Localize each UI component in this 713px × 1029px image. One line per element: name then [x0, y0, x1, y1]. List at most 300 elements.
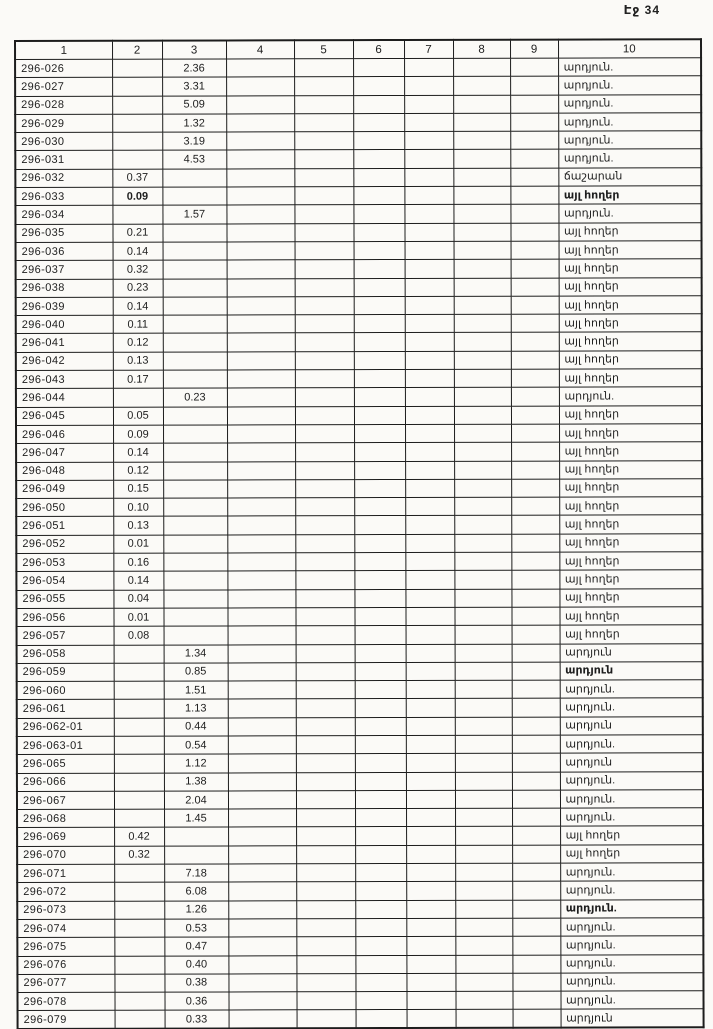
empty-cell [405, 241, 454, 259]
empty-cell [355, 626, 406, 644]
empty-cell [405, 534, 454, 552]
area-col2-cell [114, 681, 164, 699]
land-use-cell: արդյուն. [560, 735, 703, 754]
empty-cell [455, 699, 512, 717]
empty-cell [406, 809, 455, 827]
area-col3-cell: 1.26 [164, 901, 228, 919]
parcel-code-cell: 296-069 [17, 828, 114, 847]
empty-cell [404, 223, 453, 241]
parcel-code-cell: 296-068 [17, 809, 114, 828]
empty-cell [453, 205, 510, 223]
empty-cell [296, 626, 355, 644]
land-use-cell: այլ հողեր [559, 350, 702, 369]
empty-cell [355, 918, 406, 936]
empty-cell [296, 772, 355, 790]
empty-cell [406, 863, 455, 881]
empty-cell [226, 223, 294, 241]
land-use-cell: արդյուն. [560, 991, 703, 1010]
empty-cell [227, 297, 295, 315]
empty-cell [354, 296, 405, 314]
empty-cell [454, 571, 511, 589]
table-row [17, 808, 703, 828]
empty-cell [353, 132, 404, 150]
parcel-code-cell: 296-037 [16, 261, 113, 280]
table-row [16, 588, 702, 608]
empty-cell [406, 882, 455, 900]
empty-cell [512, 808, 560, 826]
empty-cell [228, 882, 296, 900]
area-col2-cell [112, 77, 162, 95]
empty-cell [405, 406, 454, 424]
empty-cell [511, 259, 559, 277]
empty-cell [228, 791, 296, 809]
empty-cell [455, 900, 512, 918]
empty-cell [227, 589, 295, 607]
empty-cell [406, 717, 455, 735]
empty-cell [510, 113, 558, 131]
empty-cell [354, 552, 405, 570]
empty-cell [404, 168, 453, 186]
empty-cell [510, 204, 558, 222]
empty-cell [354, 461, 405, 479]
empty-cell [453, 131, 510, 149]
empty-cell [512, 991, 560, 1009]
empty-cell [228, 919, 296, 937]
table-row [16, 241, 702, 261]
land-use-cell: այլ հողեր [559, 570, 702, 589]
table-row [15, 94, 701, 114]
land-use-cell: արդյուն [560, 661, 703, 680]
empty-cell [294, 114, 353, 132]
empty-cell [228, 699, 296, 717]
land-use-cell: արդյուն. [558, 113, 701, 132]
empty-cell [454, 406, 511, 424]
empty-cell [454, 461, 511, 479]
area-col3-cell [162, 187, 226, 205]
empty-cell [294, 150, 353, 168]
parcel-code-cell: 296-040 [16, 315, 113, 334]
area-col3-cell [163, 242, 227, 260]
empty-cell [296, 882, 355, 900]
empty-cell [405, 278, 454, 296]
area-col3-cell: 0.44 [164, 718, 228, 736]
empty-cell [296, 845, 355, 863]
empty-cell [405, 424, 454, 442]
empty-cell [511, 369, 559, 387]
empty-cell [226, 59, 294, 77]
land-use-cell: այլ հողեր [559, 588, 702, 607]
empty-cell [511, 278, 559, 296]
empty-cell [227, 608, 295, 626]
empty-cell [453, 76, 510, 94]
empty-cell [512, 772, 560, 790]
empty-cell [512, 698, 560, 716]
empty-cell [455, 753, 512, 771]
land-use-cell: այլ հողեր [560, 844, 703, 863]
empty-cell [406, 699, 455, 717]
empty-cell [456, 1010, 513, 1028]
empty-cell [511, 387, 559, 405]
area-col2-cell: 0.01 [113, 535, 163, 553]
empty-cell [355, 937, 406, 955]
empty-cell [228, 626, 296, 644]
area-col3-cell: 0.47 [164, 937, 228, 955]
empty-cell [455, 918, 512, 936]
empty-cell [453, 186, 510, 204]
empty-cell [455, 845, 512, 863]
parcel-code-cell: 296-056 [16, 608, 113, 627]
land-use-cell: այլ հողեր [559, 277, 702, 296]
area-col2-cell: 0.14 [113, 297, 163, 315]
empty-cell [454, 388, 511, 406]
empty-cell [404, 186, 453, 204]
parcel-code-cell: 296-050 [16, 498, 113, 517]
empty-cell [453, 95, 510, 113]
empty-cell [355, 827, 406, 845]
table-row [17, 881, 703, 901]
empty-cell [405, 607, 454, 625]
parcel-code-cell: 296-052 [16, 535, 113, 554]
empty-cell [454, 479, 511, 497]
empty-cell [355, 644, 406, 662]
land-use-cell: այլ հողեր [560, 625, 703, 644]
table-row [16, 405, 702, 425]
empty-cell [296, 754, 355, 772]
empty-cell [356, 1010, 407, 1028]
empty-cell [453, 113, 510, 131]
area-col2-cell: 0.15 [113, 480, 163, 498]
table-row [15, 222, 701, 242]
table-row [16, 552, 702, 572]
area-col3-cell: 3.31 [162, 77, 226, 95]
table-header [15, 39, 701, 59]
empty-cell [455, 955, 512, 973]
empty-cell [455, 973, 512, 991]
area-col2-cell [112, 59, 162, 77]
parcel-code-cell: 296-049 [16, 480, 113, 499]
area-col2-cell: 0.32 [113, 260, 163, 278]
area-col3-cell [163, 498, 227, 516]
area-col2-cell [112, 114, 162, 132]
empty-cell [405, 443, 454, 461]
empty-cell [296, 955, 355, 973]
empty-cell [511, 241, 559, 259]
area-col2-cell [114, 882, 164, 900]
empty-cell [406, 918, 455, 936]
page-number-label: Էջ 34 [623, 3, 660, 17]
empty-cell [406, 754, 455, 772]
land-use-cell: արդյուն. [560, 936, 703, 955]
empty-cell [512, 717, 560, 735]
empty-cell [404, 205, 453, 223]
area-col3-cell [163, 480, 227, 498]
table-row [16, 460, 702, 480]
empty-cell [406, 644, 455, 662]
empty-cell [354, 260, 405, 278]
empty-cell [294, 187, 353, 205]
empty-cell [227, 461, 295, 479]
empty-cell [228, 717, 296, 735]
land-use-cell: այլ հողեր [559, 479, 702, 498]
empty-cell [295, 315, 354, 333]
land-use-cell: ճաշարան [558, 167, 701, 186]
empty-cell [406, 973, 455, 991]
land-use-cell: արդյուն. [558, 204, 701, 223]
empty-cell [406, 626, 455, 644]
area-col2-cell: 0.09 [112, 187, 162, 205]
empty-cell [353, 77, 404, 95]
area-col2-cell: 0.12 [113, 334, 163, 352]
empty-cell [511, 461, 559, 479]
empty-cell [226, 205, 294, 223]
empty-cell [354, 498, 405, 516]
empty-cell [355, 790, 406, 808]
table-row [17, 826, 703, 846]
empty-cell [455, 735, 512, 753]
empty-cell [512, 662, 560, 680]
empty-cell [227, 534, 295, 552]
empty-cell [296, 919, 355, 937]
area-col2-cell [114, 663, 164, 681]
area-col3-cell [163, 535, 227, 553]
empty-cell [407, 1010, 456, 1028]
empty-cell [226, 187, 294, 205]
land-use-cell: արդյուն. [560, 790, 703, 809]
empty-cell [354, 370, 405, 388]
empty-cell [510, 168, 558, 186]
empty-cell [353, 150, 404, 168]
empty-cell [355, 973, 406, 991]
parcel-code-cell: 296-059 [17, 663, 114, 682]
empty-cell [355, 754, 406, 772]
table-row [16, 314, 702, 334]
parcel-code-cell: 296-048 [16, 462, 113, 481]
empty-cell [511, 296, 559, 314]
table-row [16, 497, 702, 517]
empty-cell [294, 59, 353, 77]
empty-cell [512, 827, 560, 845]
empty-cell [228, 955, 296, 973]
empty-cell [295, 333, 354, 351]
table-row [17, 954, 703, 974]
empty-cell [405, 296, 454, 314]
area-col2-cell [114, 919, 164, 937]
parcel-code-cell: 296-030 [15, 132, 112, 151]
empty-cell [512, 735, 560, 753]
parcel-code-cell: 296-061 [17, 700, 114, 719]
area-col3-cell [163, 608, 227, 626]
land-use-cell: այլ հողեր [560, 826, 703, 845]
table-row [16, 533, 702, 553]
empty-cell [455, 863, 512, 881]
column-header-3: 3 [162, 40, 226, 59]
area-col2-cell [114, 791, 164, 809]
empty-cell [296, 900, 355, 918]
empty-cell [297, 1010, 356, 1028]
empty-cell [510, 150, 558, 168]
empty-cell [295, 608, 354, 626]
empty-cell [227, 388, 295, 406]
area-col3-cell: 7.18 [164, 864, 228, 882]
area-col3-cell: 1.34 [164, 644, 228, 662]
empty-cell [511, 589, 559, 607]
empty-cell [228, 827, 296, 845]
empty-cell [454, 607, 511, 625]
empty-cell [455, 790, 512, 808]
table-body [15, 58, 704, 1029]
empty-cell [296, 937, 355, 955]
area-col2-cell: 0.08 [114, 626, 164, 644]
empty-cell [227, 553, 295, 571]
empty-cell [406, 827, 455, 845]
area-col3-cell: 0.23 [163, 388, 227, 406]
parcel-code-cell: 296-046 [16, 425, 113, 444]
land-use-cell: այլ հողեր [559, 405, 702, 424]
area-col2-cell: 0.11 [113, 315, 163, 333]
empty-cell [295, 260, 354, 278]
empty-cell [405, 260, 454, 278]
land-use-cell: այլ հողեր [559, 314, 702, 333]
parcel-code-cell: 296-057 [17, 626, 114, 645]
empty-cell [354, 241, 405, 259]
empty-cell [354, 351, 405, 369]
table-row [16, 442, 702, 462]
empty-cell [510, 223, 558, 241]
empty-cell [228, 864, 296, 882]
empty-cell [455, 882, 512, 900]
table-row [15, 204, 701, 224]
empty-cell [355, 864, 406, 882]
land-use-cell: արդյուն. [558, 149, 701, 168]
parcel-code-cell: 296-077 [17, 974, 114, 993]
empty-cell [226, 169, 294, 187]
column-header-2: 2 [112, 41, 162, 60]
land-use-cell: արդյուն. [560, 680, 703, 699]
empty-cell [226, 77, 294, 95]
empty-cell [296, 827, 355, 845]
empty-cell [455, 991, 512, 1009]
empty-cell [295, 534, 354, 552]
column-header-4: 4 [226, 40, 294, 59]
land-use-cell: այլ հողեր [558, 186, 701, 205]
empty-cell [511, 406, 559, 424]
table-row [17, 716, 703, 736]
empty-cell [511, 333, 559, 351]
empty-cell [453, 168, 510, 186]
table-row [16, 479, 702, 499]
table-row [17, 899, 703, 919]
empty-cell [454, 534, 511, 552]
area-col3-cell: 0.40 [164, 955, 228, 973]
parcel-code-cell: 296-073 [17, 901, 114, 920]
empty-cell [454, 369, 511, 387]
empty-cell [295, 406, 354, 424]
empty-cell [354, 534, 405, 552]
table-row [17, 698, 703, 718]
empty-cell [295, 296, 354, 314]
empty-cell [512, 936, 560, 954]
area-col3-cell [163, 333, 227, 351]
empty-cell [353, 168, 404, 186]
parcel-code-cell: 296-035 [15, 224, 112, 243]
parcel-code-cell: 296-067 [17, 791, 114, 810]
table-row [16, 259, 702, 279]
empty-cell [228, 974, 296, 992]
empty-cell [512, 863, 560, 881]
parcel-code-cell: 296-058 [17, 645, 114, 664]
empty-cell [512, 845, 560, 863]
empty-cell [455, 772, 512, 790]
table-row [17, 936, 703, 956]
area-col2-cell: 0.14 [113, 443, 163, 461]
empty-cell [295, 425, 354, 443]
empty-cell [295, 443, 354, 461]
empty-cell [295, 461, 354, 479]
empty-cell [296, 809, 355, 827]
empty-cell [512, 790, 560, 808]
empty-cell [405, 461, 454, 479]
empty-cell [455, 808, 512, 826]
empty-cell [354, 571, 405, 589]
area-col2-cell: 0.05 [113, 407, 163, 425]
empty-cell [354, 479, 405, 497]
empty-cell [294, 132, 353, 150]
empty-cell [355, 845, 406, 863]
parcel-code-cell: 296-051 [16, 517, 113, 536]
land-use-cell: այլ հողեր [559, 241, 702, 260]
empty-cell [405, 497, 454, 515]
table-row [17, 918, 703, 938]
empty-cell [406, 662, 455, 680]
land-use-cell: այլ հողեր [559, 533, 702, 552]
area-col3-cell: 1.12 [164, 754, 228, 772]
parcel-code-cell: 296-071 [17, 864, 114, 883]
parcel-code-cell: 296-062-01 [17, 718, 114, 737]
parcel-code-cell: 296-076 [17, 956, 114, 975]
empty-cell [406, 790, 455, 808]
empty-cell [512, 881, 560, 899]
land-use-cell: արդյուն. [558, 76, 701, 95]
empty-cell [295, 571, 354, 589]
area-col2-cell: 0.23 [113, 279, 163, 297]
table-row [17, 643, 703, 663]
table-row [17, 863, 703, 883]
empty-cell [405, 589, 454, 607]
empty-cell [354, 443, 405, 461]
area-col2-cell [114, 937, 164, 955]
land-use-cell: այլ հողեր [559, 552, 702, 571]
empty-cell [295, 553, 354, 571]
area-col2-cell [115, 1011, 165, 1029]
empty-cell [226, 114, 294, 132]
empty-cell [512, 625, 560, 643]
table-row [15, 167, 701, 187]
area-col3-cell: 0.54 [164, 736, 228, 754]
area-col3-cell: 1.45 [164, 809, 228, 827]
empty-cell [227, 260, 295, 278]
empty-cell [454, 241, 511, 259]
table-row [16, 607, 702, 627]
empty-cell [228, 736, 296, 754]
empty-cell [296, 681, 355, 699]
empty-cell [354, 388, 405, 406]
area-col3-cell [163, 297, 227, 315]
land-use-cell: արդյուն. [560, 808, 703, 827]
area-col3-cell [163, 370, 227, 388]
land-use-cell: այլ հողեր [559, 460, 702, 479]
land-use-cell: այլ հողեր [559, 497, 702, 516]
column-header-10: 10 [558, 39, 701, 58]
